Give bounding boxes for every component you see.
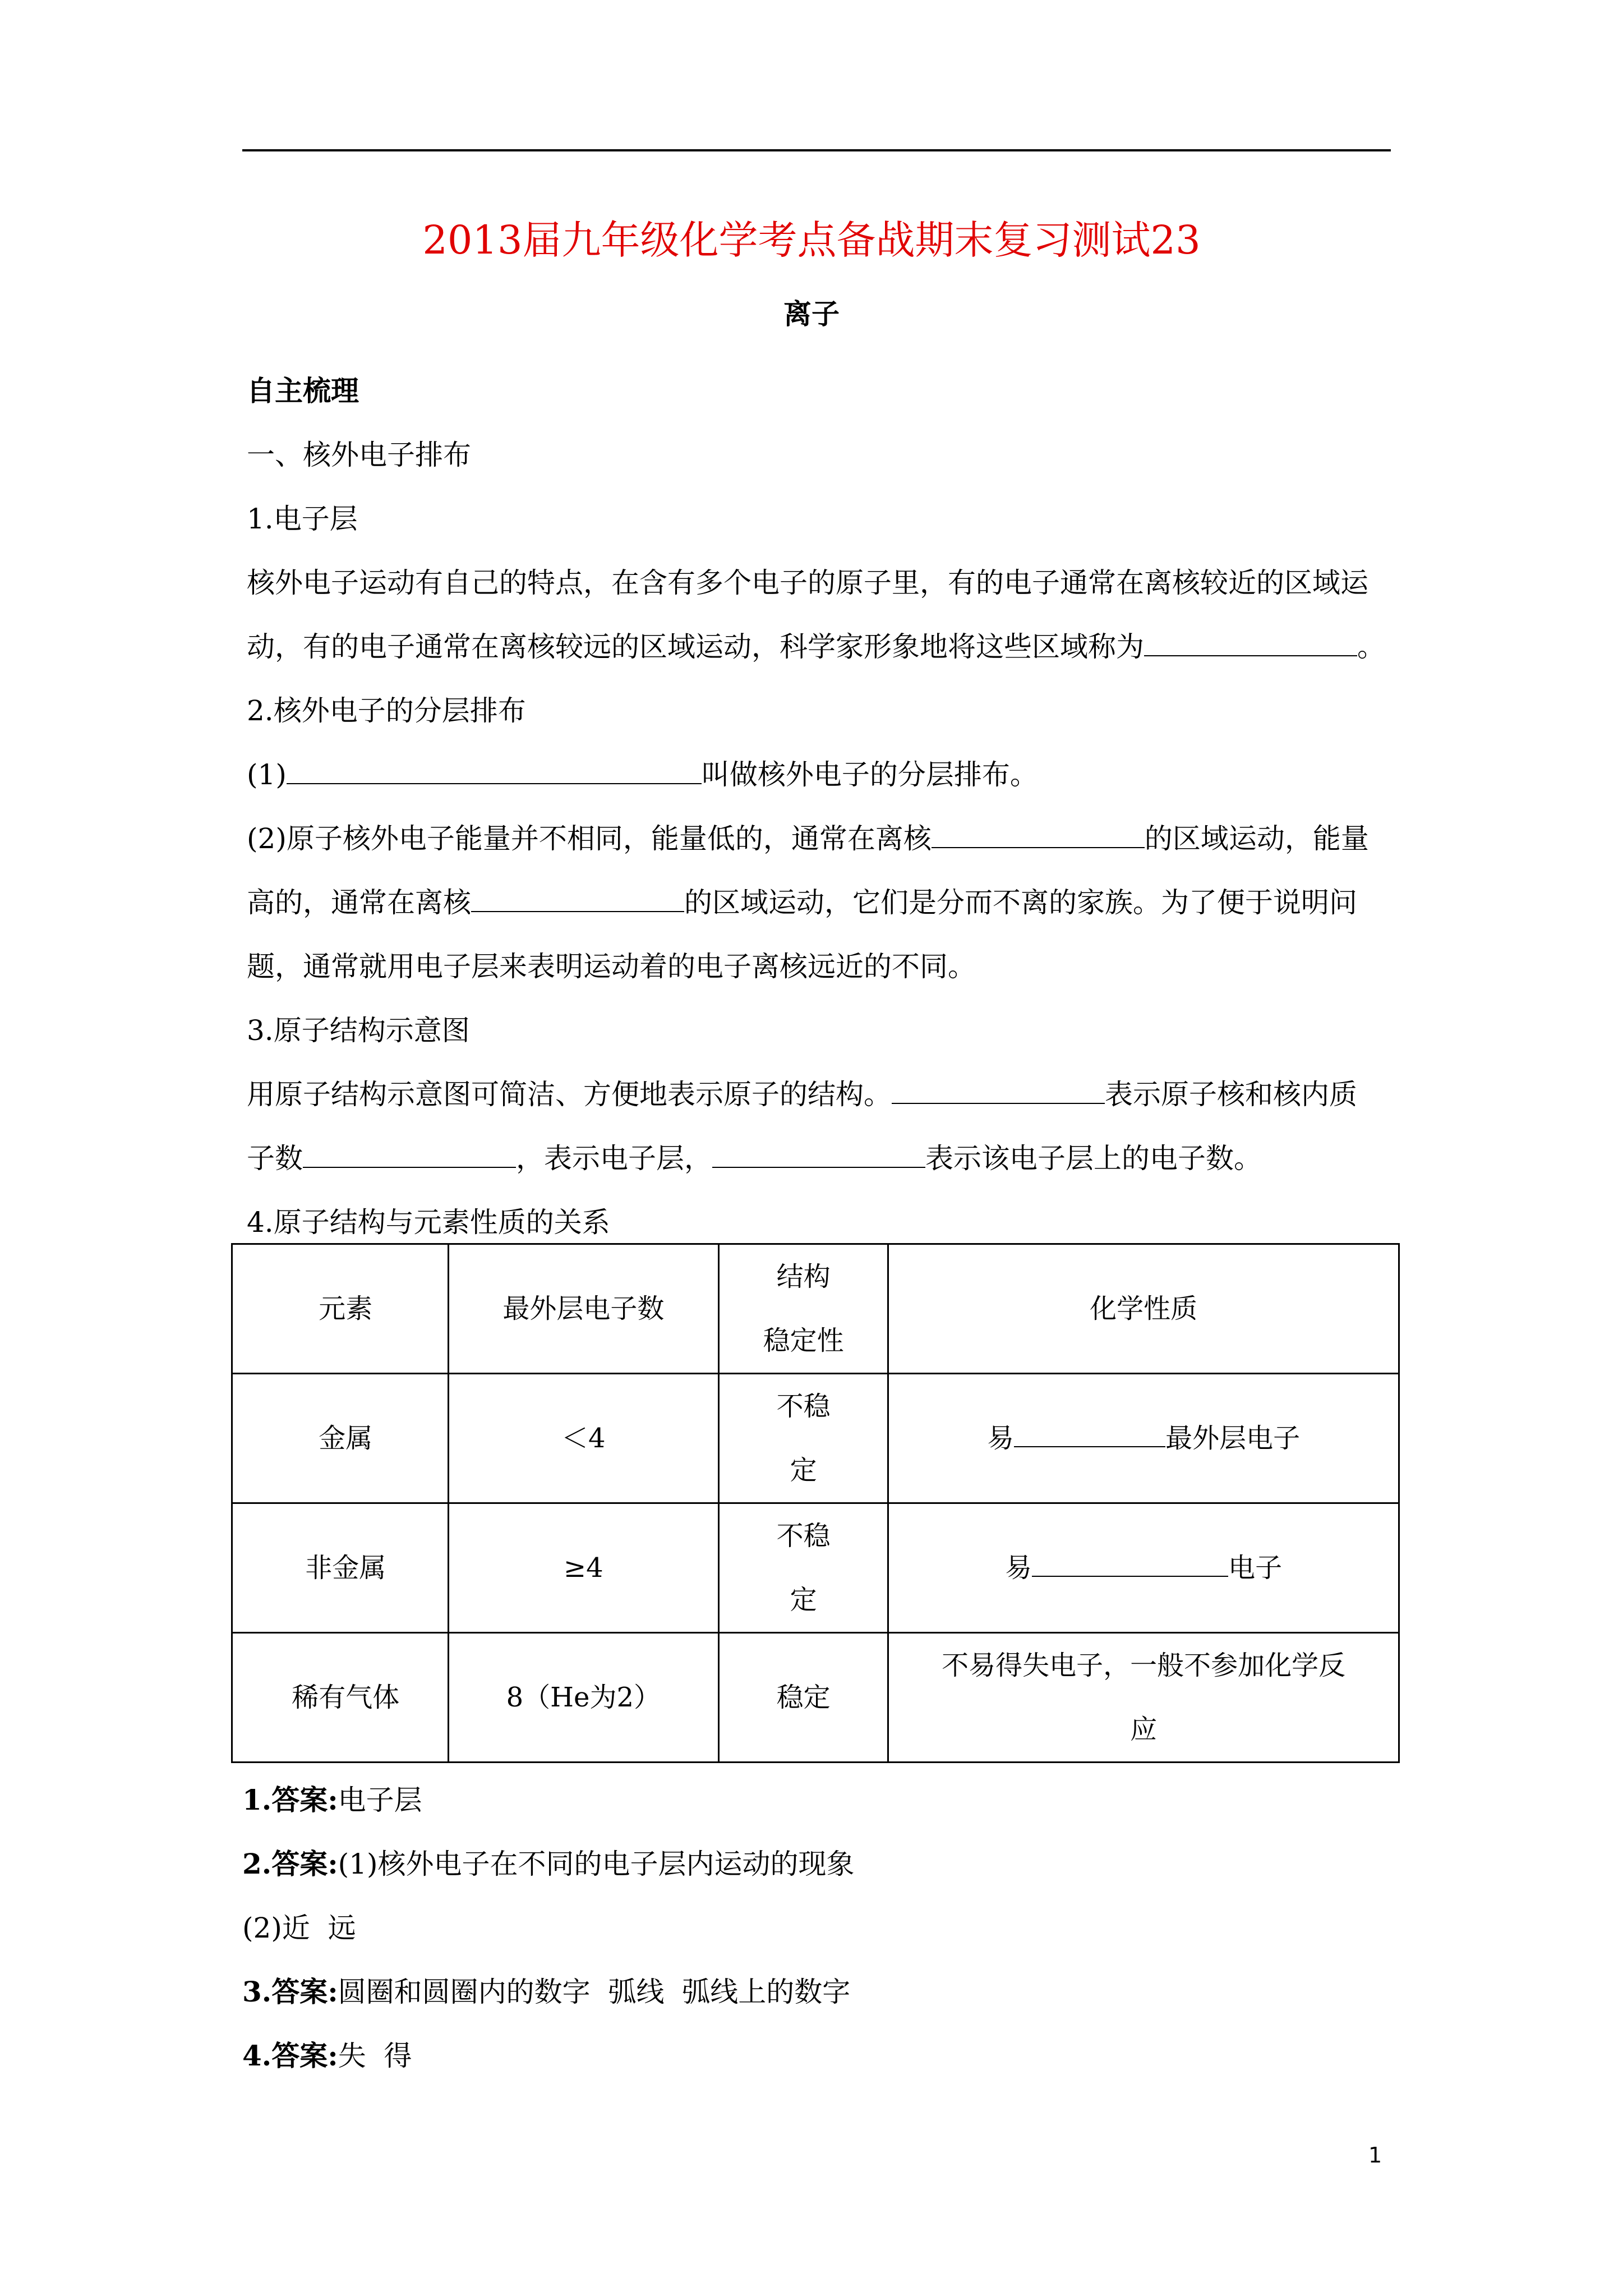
cell-property: 易 电子: [888, 1503, 1399, 1633]
document-body: [247, 359, 1391, 1254]
header-element: 元素: [232, 1244, 449, 1374]
section-heading: 自主梳理: [247, 374, 359, 407]
fill-blank: [303, 1144, 516, 1168]
cell-property: 易 最外层电子: [888, 1374, 1399, 1503]
header-chemical-property: 化学性质: [888, 1244, 1399, 1374]
header-outer-electrons: 最外层电子数: [448, 1244, 718, 1374]
table-row: [232, 1633, 1399, 1763]
element-property-table: [231, 1243, 1400, 1763]
item4-heading: 4.原子结构与元素性质的关系: [247, 1206, 610, 1239]
page-title: 2013届九年级化学考点备战期末复习测试23: [422, 217, 1201, 263]
table-header-row: [232, 1244, 1399, 1374]
item1-text-line1: 核外电子运动有自己的特点，在含有多个电子的原子里，有的电子通常在离核较近的区域运: [247, 567, 1368, 599]
fill-blank: [712, 1144, 925, 1168]
part1-heading: 一、核外电子排布: [247, 439, 471, 471]
cell-count: 8（He为2）: [448, 1633, 718, 1763]
item2-p2-line2: 高的，通常在离核 的区域运动，它们是分而不离的家族。为了便于说明问: [247, 886, 1357, 919]
answer-3: 3.答案:圆圈和圆圈内的数字 弧线 弧线上的数字: [242, 1975, 851, 2008]
page-subtitle: 离子: [783, 297, 840, 330]
fill-blank: [892, 1080, 1105, 1104]
cell-property: 不易得失电子，一般不参加化学反 应: [888, 1633, 1399, 1763]
fill-blank: [932, 825, 1145, 848]
item1-text-line2: 动，有的电子通常在离核较远的区域运动，科学家形象地将这些区域称为 。: [247, 631, 1385, 663]
cell-element: 金属: [232, 1374, 449, 1503]
item3-heading: 3.原子结构示意图: [247, 1014, 470, 1047]
item2-heading: 2.核外电子的分层排布: [247, 694, 526, 727]
answer-2-sub: (2)近 远: [242, 1912, 356, 1944]
cell-stability: 稳定: [719, 1633, 888, 1763]
item1-heading: 1.电子层: [247, 503, 358, 535]
fill-blank: [471, 889, 684, 912]
answer-4: 4.答案:失 得: [242, 2039, 412, 2072]
fill-blank: [1014, 1424, 1165, 1447]
answer-2: 2.答案:(1)核外电子在不同的电子层内运动的现象: [242, 1847, 855, 1880]
item3-line2: 子数 ，表示电子层， 表示该电子层上的电子数。: [247, 1142, 1262, 1175]
fill-blank: [1144, 633, 1357, 656]
fill-blank: [287, 761, 702, 784]
answer-1: 1.答案:电子层: [242, 1783, 422, 1816]
item2-p2-line3: 题，通常就用电子层来表明运动着的电子离核远近的不同。: [247, 950, 976, 983]
item2-p2-line1: (2)原子核外电子能量并不相同，能量低的，通常在离核 的区域运动，能量: [247, 822, 1369, 855]
answers-section: [242, 1768, 1386, 2088]
fill-blank: [1032, 1553, 1228, 1577]
cell-element: 非金属: [232, 1503, 449, 1633]
cell-count: ≥4: [448, 1503, 718, 1633]
header-rule: [242, 149, 1391, 151]
table-row: [232, 1503, 1399, 1633]
header-stability: 结构 稳定性: [719, 1244, 888, 1374]
cell-count: ＜4: [448, 1374, 718, 1503]
item2-p1: (1) 叫做核外电子的分层排布。: [247, 758, 1038, 791]
page-number: 1: [1368, 2143, 1382, 2168]
cell-stability: 不稳 定: [719, 1503, 888, 1633]
item3-line1: 用原子结构示意图可简洁、方便地表示原子的结构。 表示原子核和核内质: [247, 1078, 1357, 1111]
cell-element: 稀有气体: [232, 1633, 449, 1763]
cell-stability: 不稳 定: [719, 1374, 888, 1503]
table-row: [232, 1374, 1399, 1503]
